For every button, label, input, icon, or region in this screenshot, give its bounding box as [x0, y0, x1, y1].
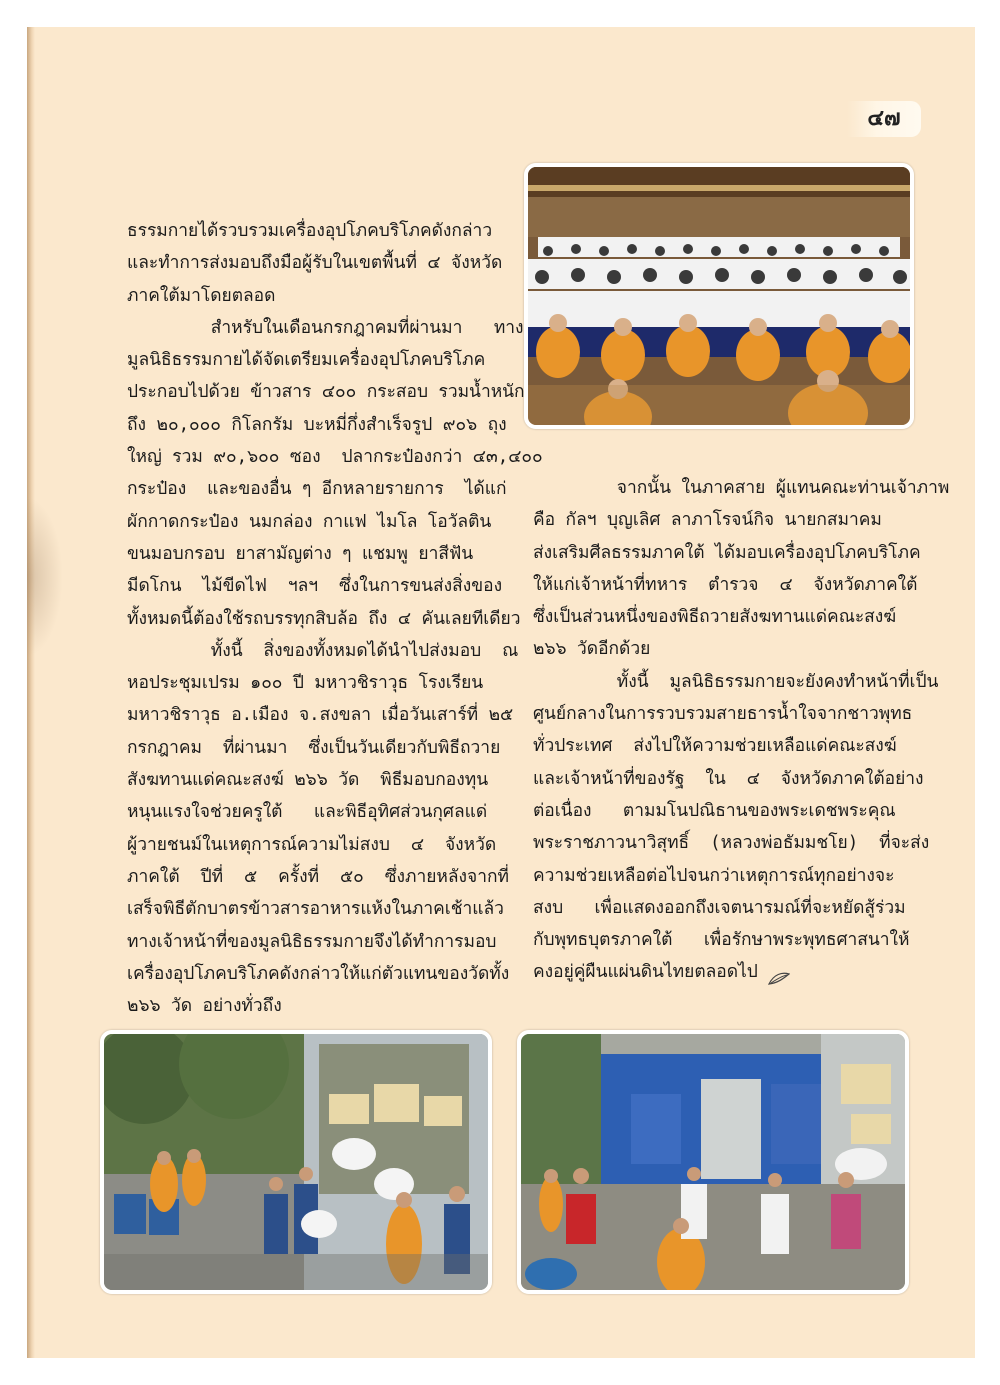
- text-line: ศูนย์กลางในการรวบรวมสายธารน้ำใจจากชาวพุทธ: [533, 704, 913, 725]
- text-line: และทำการส่งมอบถึงมือผู้รับในเขตพื้นที่ ๔ จังหวัด: [127, 253, 503, 274]
- text-line: ประกอบไปด้วย ข้าวสาร ๔๐๐ กระสอบ รวมน้ำหนัก: [127, 382, 525, 403]
- text-line: มูลนิธิธรรมกายได้จัดเตรียมเครื่องอุปโภคบริโภค: [127, 350, 486, 371]
- text-line: คงอยู่คู่ผืนแผ่นดินไทยตลอดไป: [533, 962, 758, 983]
- text-line: ธรรมกายได้รวบรวมเครื่องอุปโภคบริโภคดังกล่าว: [127, 221, 493, 241]
- text-line: ผู้วายชนม์ในเหตุการณ์ความไม่สงบ ๔ จังหวัด: [127, 834, 497, 855]
- text-line: เสร็จพิธีตักบาตรข้าวสารอาหารแห้งในภาคเช้าแล้ว: [127, 899, 504, 920]
- text-line: เครื่องอุปโภคบริโภคดังกล่าวให้แก่ตัวแทนของวัดทั้ง: [127, 963, 510, 984]
- assembly-hall-photo: [524, 163, 914, 429]
- text-line: สำหรับในเดือนกรกฎาคมที่ผ่านมา ทาง: [127, 317, 524, 338]
- text-line: ทั้งหมดนี้ต้องใช้รถบรรทุกสิบล้อ ถึง ๔ คันเลยทีเดียว: [127, 608, 521, 629]
- left-text-column: [127, 215, 543, 1022]
- text-line: ขนมอบกรอบ ยาสามัญต่าง ๆ แชมพู ยาสีฟัน: [127, 543, 474, 564]
- text-line: ทั้งนี้ มูลนิธิธรรมกายจะยังคงทำหน้าที่เป็น: [533, 671, 939, 692]
- text-line: และเจ้าหน้าที่ของรัฐ ใน ๔ จังหวัดภาคใต้อย่าง: [533, 768, 924, 789]
- magazine-page: [27, 27, 975, 1358]
- text-line: ภาคใต้มาโดยตลอด: [127, 285, 276, 306]
- text-line: หอประชุมเปรม ๑๐๐ ปี มหาวชิราวุธ โรงเรียน: [127, 673, 484, 694]
- text-line: ให้แก่เจ้าหน้าที่ทหาร ตำรวจ ๔ จังหวัดภาคใต้: [533, 574, 918, 595]
- unloading-truck-photo: [100, 1030, 492, 1294]
- text-line: ความช่วยเหลือต่อไปจนกว่าเหตุการณ์ทุกอย่างจะ: [533, 865, 895, 886]
- text-line: ต่อเนื่อง ตามมโนปณิธานของพระเดชพระคุณ: [533, 800, 896, 821]
- right-text-column: [533, 472, 950, 989]
- text-line: คือ กัลฯ บุญเลิศ ลาภาโรจน์กิจ นายกสมาคม: [533, 510, 882, 531]
- page-number: ๔๗: [847, 101, 921, 137]
- text-line: ทางเจ้าหน้าที่ของมูลนิธิธรรมกายจึงได้ทำการมอบ: [127, 931, 497, 952]
- text-line: ซึ่งเป็นส่วนหนึ่งของพิธีถวายสังฆทานแด่คณะสงฆ์: [533, 607, 897, 628]
- leaf-icon: [768, 965, 790, 979]
- text-line: กรกฎาคม ที่ผ่านมา ซึ่งเป็นวันเดียวกับพิธีถวาย: [127, 737, 501, 758]
- text-line: สังฆทานแด่คณะสงฆ์ ๒๖๖ วัด พิธีมอบกองทุน: [127, 770, 489, 791]
- truck-delivery-photo: [517, 1030, 909, 1294]
- text-line: ๒๖๖ วัดอีกด้วย: [533, 639, 651, 660]
- page-smudge: [27, 497, 63, 657]
- text-line: กระป๋อง และของอื่น ๆ อีกหลายรายการ ได้แก่: [127, 479, 507, 500]
- text-line: มหาวชิราวุธ อ.เมือง จ.สงขลา เมื่อวันเสาร์ที่ ๒๕: [127, 705, 514, 726]
- text-line: ผักกาดกระป๋อง นมกล่อง กาแฟ ไมโล โอวัลติน: [127, 511, 492, 532]
- text-line: ทั้งนี้ สิ่งของทั้งหมดได้นำไปส่งมอบ ณ: [127, 640, 519, 661]
- text-line: พระราชภาวนาวิสุทธิ์ (หลวงพ่อธัมมชโย) ที่จะส่ง: [533, 833, 930, 854]
- text-line: มีดโกน ไม้ขีดไฟ ฯลฯ ซึ่งในการขนส่งสิ่งของ: [127, 576, 503, 597]
- text-line: หนุนแรงใจช่วยครูใต้ และพิธีอุทิศส่วนกุศลแด่: [127, 802, 488, 823]
- text-line: ทั่วประเทศ ส่งไปให้ความช่วยเหลือแด่คณะสงฆ์: [533, 736, 897, 757]
- text-line: ใหญ่ รวม ๙๐,๖๐๐ ซอง ปลากระป๋องกว่า ๔๓,๔๐๐: [127, 447, 543, 468]
- text-line: ส่งเสริมศีลธรรมภาคใต้ ได้มอบเครื่องอุปโภคบริโภค: [533, 542, 921, 563]
- page-edge-shadow: [27, 27, 35, 1358]
- text-line: จากนั้น ในภาคสาย ผู้แทนคณะท่านเจ้าภาพ: [533, 478, 950, 498]
- text-line: สงบ เพื่อแสดงออกถึงเจตนารมณ์ที่จะหยัดสู้ร่วม: [533, 897, 906, 918]
- text-line: ๒๖๖ วัด อย่างทั่วถึง: [127, 996, 282, 1017]
- text-line: ถึง ๒๐,๐๐๐ กิโลกรัม บะหมี่กึ่งสำเร็จรูป ๙๐๖ ถุง: [127, 414, 507, 435]
- text-line: ภาคใต้ ปีที่ ๕ ครั้งที่ ๕๐ ซึ่งภายหลังจากที่: [127, 866, 509, 887]
- text-line: กับพุทธบุตรภาคใต้ เพื่อรักษาพระพุทธศาสนาให้: [533, 930, 910, 951]
